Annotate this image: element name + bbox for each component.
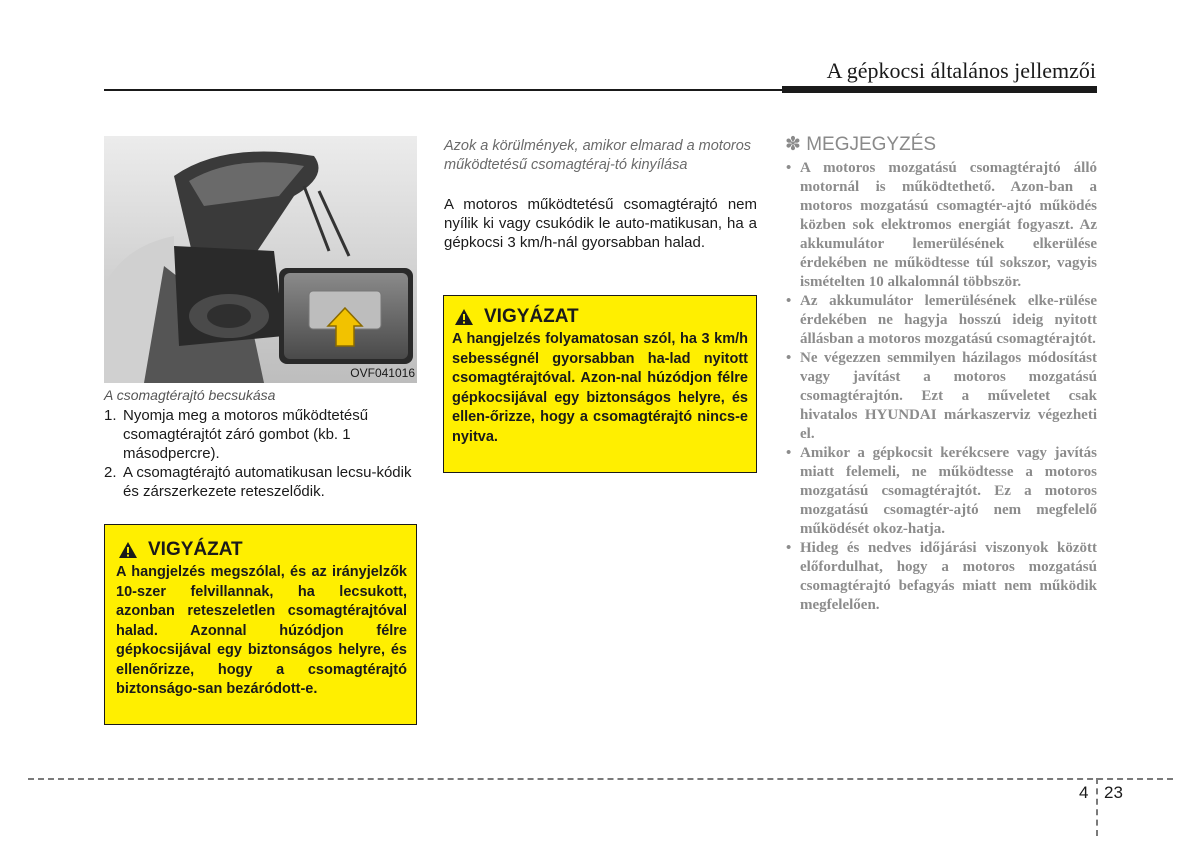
figure-code: OVF041016 — [350, 366, 415, 380]
warning-text: A hangjelzés megszólal, és az irányjelzők 10-szer felvillannak, ha lecsukott, azonban reteszeletlen csomagtérajtóval halad. Azonnal húzódjon félre gépkocsijával egy biztonságos helyre, és ellenőrizze, hogy a csomagtérajtó biztonságo-san bezáródott-e. — [116, 564, 407, 697]
header-rule-accent — [782, 86, 1097, 93]
figure-caption: A csomagtérajtó becsukása — [104, 387, 276, 403]
warning-box-open — [443, 295, 757, 473]
page-header-title: A gépkocsi általános jellemzői — [826, 58, 1096, 83]
warning-heading: VIGYÁZAT — [454, 306, 748, 328]
footer-page-divider — [1096, 778, 1098, 836]
note-heading: ✽ MEGJEGYZÉS — [785, 134, 937, 155]
warning-triangle-icon — [454, 308, 474, 326]
body-paragraph: A motoros működtetésű csomagtérajtó nem nyílik ki vagy csukódik le auto-matikusan, ha a gépkocsi 3 km/h-nál gyorsabban halad. — [444, 196, 757, 251]
list-item: 2. A csomagtérajtó automatikusan lecsu-kódik és zárszerkezete reteszelődik. — [104, 464, 412, 500]
warning-triangle-icon — [118, 541, 138, 559]
list-item: • Hideg és nedves időjárási viszonyok között előfordulhat, hogy a motoros mozgatású csomagtérajtó befagyás miatt nem működik megfelelően. — [786, 540, 1097, 613]
closing-steps-list — [104, 406, 416, 501]
list-item: • Ne végezzen semmilyen házilagos módosítást vagy javítást a motoros mozgatású csomagtérajtón. Ezt a műveletet csak hivatalos HYUNDAI márkaszerviz végezheti el. — [786, 350, 1097, 442]
warning-heading: VIGYÁZAT — [118, 539, 407, 561]
list-item: • Amikor a gépkocsit kerékcsere vagy javítás miatt felemeli, ne működtesse a motoros mozgatású csomagtérajtót. Ez a motoros mozgatású csomagtér-ajtó nem megfelelő működését okoz-hatja. — [786, 445, 1097, 537]
footer-divider — [28, 778, 1173, 780]
page-number: 23 — [1104, 783, 1123, 802]
warning-box-unlatched — [104, 524, 417, 725]
chapter-number: 4 — [1079, 783, 1089, 802]
list-item: 1. Nyomja meg a motoros működtetésű csomagtérajtót záró gombot (kb. 1 másodpercre). — [104, 407, 369, 462]
list-item: • Az akkumulátor lemerülésének elke-rülése érdekében ne hagyja hosszú ideig nyitott állásban a motoros mozgatású csomagtérajtót. — [786, 293, 1097, 347]
section-subheading: Azok a körülmények, amikor elmarad a motoros működtetésű csomagtéraj-tó kinyílása — [444, 138, 752, 173]
warning-text: A hangjelzés folyamatosan szól, ha 3 km/h sebességnél gyorsabban ha-lad nyitott csomagtérajtóval. Azon-nal húzódjon félre gépkocsijával egy biztonságos helyre, és ellen-őrizze, hogy a csomagtérajtó nincs-e nyitva. — [452, 331, 748, 445]
list-item: • A motoros mozgatású csomagtérajtó álló motornál is működtethető. Azon-ban a motoros mozgatású csomagtér-ajtó működés közben sok elektromos energiát fogyaszt. Az akkumulátor lemerülésének elkerülése érdekében ne működtesse túl sokszor, vagyis ismételten 10 alkalomnál többször. — [786, 160, 1097, 290]
tailgate-photo — [104, 136, 417, 383]
note-list — [785, 159, 1097, 615]
